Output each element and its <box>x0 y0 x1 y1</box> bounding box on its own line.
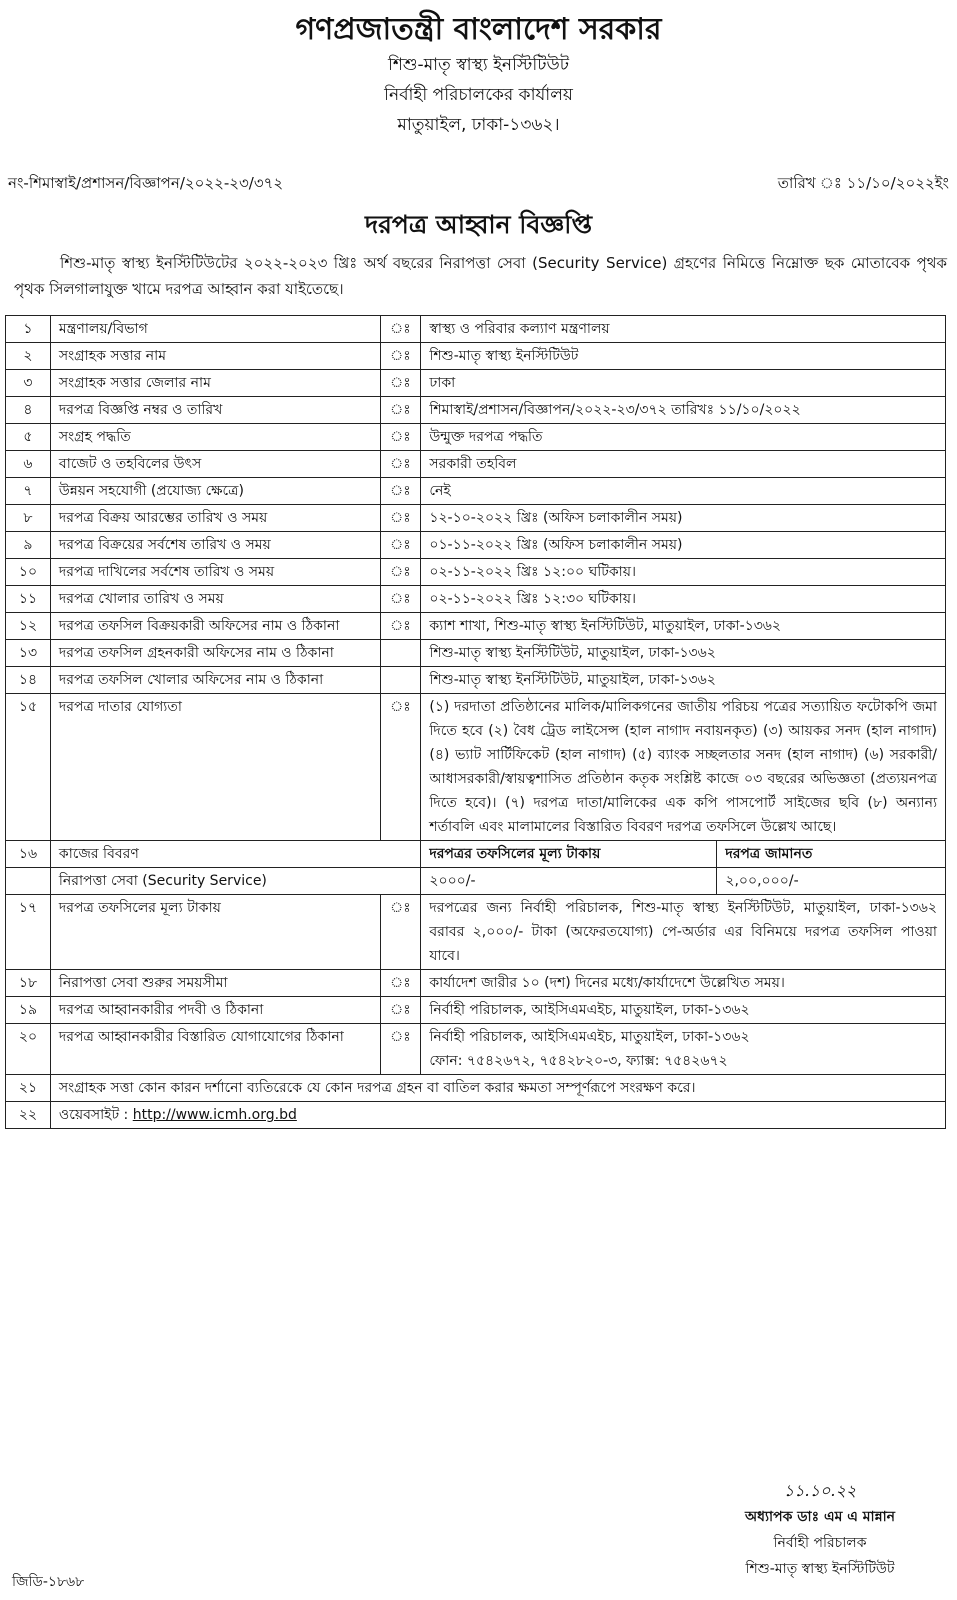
row-number: ২১ <box>6 1075 51 1102</box>
row-item: দরপত্র আহ্বানকারীর বিস্তারিত যোগাযোগের ঠিকানা <box>50 1024 380 1075</box>
table-row <box>6 424 946 451</box>
table-row <box>6 586 946 613</box>
row-number: ২০ <box>6 1024 51 1075</box>
office-name: নির্বাহী পরিচালকের কার্যালয় <box>384 85 573 105</box>
row-number: ৩ <box>6 370 51 397</box>
row-value: শিশু-মাতৃ স্বাস্থ্য ইনস্টিটিউট <box>421 343 946 370</box>
office-address: মাতুয়াইল, ঢাকা-১৩৬২। <box>397 115 560 135</box>
row-item: উন্নয়ন সহযোগী (প্রযোজ্য ক্ষেত্রে) <box>50 478 380 505</box>
signatory-institute: শিশু-মাতৃ স্বাস্থ্য ইনস্টিটিউট <box>745 1561 895 1577</box>
row-value: ০২-১১-২০২২ খ্রিঃ ১২:০০ ঘটিকায়। <box>421 559 946 586</box>
contact-office: নির্বাহী পরিচালক, আইসিএমএইচ, মাতুয়াইল, ঢাকা-১৩৬২ <box>429 1029 750 1045</box>
government-title: গণপ্রজাতন্ত্রী বাংলাদেশ সরকার <box>295 12 662 47</box>
row-number: ৭ <box>6 478 51 505</box>
table-row <box>6 1024 946 1075</box>
row-value: শিশু-মাতৃ স্বাস্থ্য ইনস্টিটিউট, মাতুয়াইল, ঢাকা-১৩৬২ <box>421 667 946 694</box>
row-item: দরপত্র তফসিলের মূল্য টাকায় <box>50 895 380 970</box>
row-number: ২২ <box>6 1102 51 1129</box>
row-item: দরপত্র দাতার যোগ্যতা <box>50 694 380 841</box>
website-label: ওয়েবসাইট : <box>58 1107 129 1123</box>
letterhead <box>0 10 957 140</box>
table-row <box>6 478 946 505</box>
row-colon: ঃ <box>380 997 421 1024</box>
row-item: দরপত্র বিক্রয় আরম্ভের তারিখ ও সময় <box>50 505 380 532</box>
row-colon: ঃ <box>380 532 421 559</box>
row-item: দরপত্র তফসিল গ্রহনকারী অফিসের নাম ও ঠিকানা <box>50 640 380 667</box>
table-row <box>6 640 946 667</box>
signature-mark: ১১.১০.২২ <box>783 1481 857 1500</box>
memo-number: নং-শিমাস্বাই/প্রশাসন/বিজ্ঞাপন/২০২২-২৩/৩৭২ <box>8 174 284 192</box>
price-header: দরপত্রর তফসিলের মূল্য টাকায় <box>421 841 717 868</box>
row-colon: ঃ <box>380 895 421 970</box>
row-colon <box>380 667 421 694</box>
security-amount: ২,০০,০০০/- <box>717 868 946 895</box>
row-item: দরপত্র তফসিল বিক্রয়কারী অফিসের নাম ও ঠিকানা <box>50 613 380 640</box>
row-colon: ঃ <box>380 478 421 505</box>
row-item: মন্ত্রণালয়/বিভাগ <box>50 316 380 343</box>
row-number: ৯ <box>6 532 51 559</box>
table-row <box>6 1102 946 1129</box>
row-item: সংগ্রাহক সত্তার জেলার নাম <box>50 370 380 397</box>
table-row <box>6 694 946 841</box>
table-row <box>6 667 946 694</box>
row-colon: ঃ <box>380 397 421 424</box>
row-colon: ঃ <box>380 586 421 613</box>
row-colon: ঃ <box>380 1024 421 1075</box>
row-value: দরপত্রের জন্য নির্বাহী পরিচালক, শিশু-মাতৃ স্বাস্থ্য ইনস্টিটিউট, মাতুয়াইল, ঢাকা-১৩৬২ বরাবর ২,০০০/- টাকা (অফেরতযোগ্য) পে-অর্ডার এর বিনিময়ে দরপত্র তফসিল পাওয়া যাবে। <box>421 895 946 970</box>
signature-block <box>690 1478 950 1582</box>
row-value: স্বাস্থ্য ও পরিবার কল্যাণ মন্ত্রণালয় <box>421 316 946 343</box>
schedule-price: ২০০০/- <box>421 868 717 895</box>
row-colon <box>380 640 421 667</box>
table-row-service <box>6 868 946 895</box>
table-row <box>6 1075 946 1102</box>
row-number <box>6 868 51 895</box>
row-number: ১৩ <box>6 640 51 667</box>
row-item: দরপত্র দাখিলের সর্বশেষ তারিখ ও সময় <box>50 559 380 586</box>
row-item: বাজেট ও তহবিলের উৎস <box>50 451 380 478</box>
table-row <box>6 316 946 343</box>
row-number: ৫ <box>6 424 51 451</box>
row-value: ০২-১১-২০২২ খ্রিঃ ১২:৩০ ঘটিকায়। <box>421 586 946 613</box>
row-item: দরপত্র আহ্বানকারীর পদবী ও ঠিকানা <box>50 997 380 1024</box>
row-number: ১৯ <box>6 997 51 1024</box>
row-number: ৪ <box>6 397 51 424</box>
table-row <box>6 532 946 559</box>
table-row <box>6 895 946 970</box>
row-number: ৬ <box>6 451 51 478</box>
row-number: ১৪ <box>6 667 51 694</box>
tender-table <box>5 315 946 1129</box>
row-colon: ঃ <box>380 613 421 640</box>
website-link[interactable]: http://www.icmh.org.bd <box>132 1107 297 1123</box>
table-row <box>6 613 946 640</box>
notice-title: দরপত্র আহ্বান বিজ্ঞপ্তি <box>365 210 592 239</box>
row-item: দরপত্র তফসিল খোলার অফিসের নাম ও ঠিকানা <box>50 667 380 694</box>
row-value: উন্মুক্ত দরপত্র পদ্ধতি <box>421 424 946 451</box>
row-number: ১৭ <box>6 895 51 970</box>
row-number: ১২ <box>6 613 51 640</box>
row-value: শিশু-মাতৃ স্বাস্থ্য ইনস্টিটিউট, মাতুয়াইল, ঢাকা-১৩৬২ <box>421 640 946 667</box>
row-item: দরপত্র বিজ্ঞপ্তি নম্বর ও তারিখ <box>50 397 380 424</box>
row-colon: ঃ <box>380 316 421 343</box>
row-value <box>421 1024 946 1075</box>
row-item: কাজের বিবরণ <box>50 841 420 868</box>
table-row <box>6 451 946 478</box>
dg-number: জিডি-১৮৬৮ <box>12 1574 85 1590</box>
row-number: ১০ <box>6 559 51 586</box>
row-item: সংগ্রাহক সত্তার নাম <box>50 343 380 370</box>
row-value: ০১-১১-২০২২ খ্রিঃ (অফিস চলাকালীন সময়) <box>421 532 946 559</box>
row-number: ১ <box>6 316 51 343</box>
signatory-name: অধ্যাপক ডাঃ এম এ মান্নান <box>744 1509 896 1525</box>
row-number: ১৮ <box>6 970 51 997</box>
security-header: দরপত্র জামানত <box>717 841 946 868</box>
row-value: ঢাকা <box>421 370 946 397</box>
row-colon: ঃ <box>380 694 421 841</box>
row-colon: ঃ <box>380 970 421 997</box>
table-row-work-description <box>6 841 946 868</box>
signatory-designation: নির্বাহী পরিচালক <box>773 1535 867 1551</box>
row-value: নেই <box>421 478 946 505</box>
table-row <box>6 559 946 586</box>
row-colon: ঃ <box>380 559 421 586</box>
row-value: (১) দরদাতা প্রতিষ্ঠানের মালিক/মালিকগনের জাতীয় পরিচয় পত্রের সত্যায়িত ফটোকপি জমা দিতে হবে (২) বৈধ ট্রেড লাইসেন্স (হাল নাগাদ নবায়নকৃত) (৩) আয়কর সনদ (হাল নাগাদ) (৪) ভ্যাট সার্টিফিকেট (হাল নাগাদ) (৫) ব্যাংক সচ্ছলতার সনদ (হাল নাগাদ) (৬) সরকারী/আধাসরকারী/স্বায়ত্বশাসিত প্রতিষ্ঠান কতৃক সংশ্লিষ্ট কাজে ০৩ বছরের অভিজ্ঞতা (প্রত্যয়নপত্র দিতে হবে)। (৭) দরপত্র দাতা/মালিকের এক কপি পাসপোর্ট সাইজের ছবি (৮) অন্যান্য শর্তাবলি এবং মালামালের বিস্তারিত বিবরণ দরপত্র তফসিলে উল্লেখ আছে। <box>421 694 946 841</box>
table-row <box>6 505 946 532</box>
row-colon: ঃ <box>380 451 421 478</box>
row-item: দরপত্র বিক্রয়ের সর্বশেষ তারিখ ও সময় <box>50 532 380 559</box>
row-item: সংগ্রহ পদ্ধতি <box>50 424 380 451</box>
row-colon: ঃ <box>380 424 421 451</box>
row-number: ৮ <box>6 505 51 532</box>
row-value: ১২-১০-২০২২ খ্রিঃ (অফিস চলাকালীন সময়) <box>421 505 946 532</box>
row-number: ১৫ <box>6 694 51 841</box>
row-number: ১৬ <box>6 841 51 868</box>
table-row <box>6 343 946 370</box>
table-row <box>6 397 946 424</box>
memo-row <box>8 172 949 197</box>
service-name: নিরাপত্তা সেবা (Security Service) <box>50 868 420 895</box>
row-colon: ঃ <box>380 370 421 397</box>
website-cell <box>50 1102 945 1129</box>
row-value: কার্যাদেশ জারীর ১০ (দশ) দিনের মধ্যে/কার্যাদেশে উল্লেখিত সময়। <box>421 970 946 997</box>
table-row <box>6 997 946 1024</box>
table-row <box>6 970 946 997</box>
institute-name: শিশু-মাতৃ স্বাস্থ্য ইনস্টিটিউট <box>388 55 569 75</box>
row-value: নির্বাহী পরিচালক, আইসিএমএইচ, মাতুয়াইল, ঢাকা-১৩৬২ <box>421 997 946 1024</box>
row-item: নিরাপত্তা সেবা শুরুর সময়সীমা <box>50 970 380 997</box>
row-number: ১১ <box>6 586 51 613</box>
row-colon: ঃ <box>380 343 421 370</box>
reservation-clause: সংগ্রাহক সত্তা কোন কারন দর্শানো ব্যতিরেকে যে কোন দরপত্র গ্রহন বা বাতিল করার ক্ষমতা সম্পূর্ণরূপে সংরক্ষণ করে। <box>50 1075 945 1102</box>
row-value: সরকারী তহবিল <box>421 451 946 478</box>
table-row <box>6 370 946 397</box>
row-value: ক্যাশ শাখা, শিশু-মাতৃ স্বাস্থ্য ইনস্টিটিউট, মাতুয়াইল, ঢাকা-১৩৬২ <box>421 613 946 640</box>
row-colon: ঃ <box>380 505 421 532</box>
intro-paragraph: শিশু-মাতৃ স্বাস্থ্য ইনস্টিটিউটের ২০২২-২০২৩ খ্রিঃ অর্থ বছরের নিরাপত্তা সেবা (Security Service) গ্রহণের নিমিত্তে নিম্নোক্ত ছক মোতাবেক পৃথক পৃথক সিলগালাযুক্ত খামে দরপত্র আহ্বান করা যাইতেছে। <box>14 254 947 298</box>
memo-date: তারিখ ঃ ১১/১০/২০২২ইং <box>777 174 949 192</box>
row-number: ২ <box>6 343 51 370</box>
row-value: শিমাস্বাই/প্রশাসন/বিজ্ঞাপন/২০২২-২৩/৩৭২ তারিখঃ ১১/১০/২০২২ <box>421 397 946 424</box>
contact-phone: ফোন: ৭৫৪২৬৭২, ৭৫৪২৮২০-৩, ফ্যাক্স: ৭৫৪২৬৭২ <box>429 1053 728 1069</box>
row-item: দরপত্র খোলার তারিখ ও সময় <box>50 586 380 613</box>
